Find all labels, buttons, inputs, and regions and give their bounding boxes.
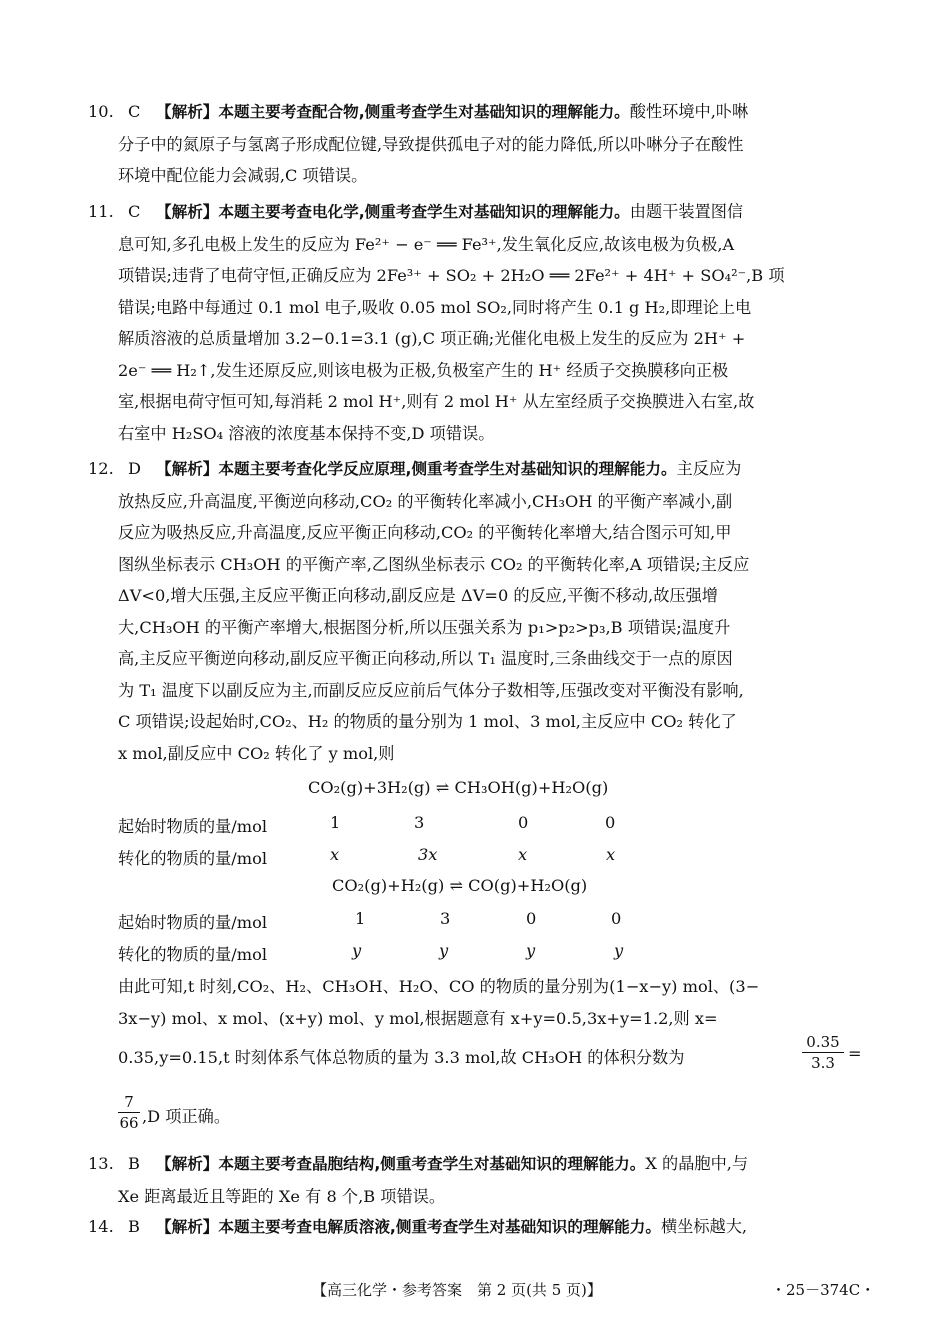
fraction-numerator: 0.35: [806, 1033, 840, 1051]
body-text: 酸性环境中,卟啉: [629, 102, 749, 121]
q13-line-1: [88, 1148, 860, 1181]
body-text: 室,根据电荷守恒可知,每消耗 2 mol H⁺,则有 2 mol H⁺ 从左室经质子交换膜进入右室,故: [118, 392, 755, 411]
body-text: 3x−y) mol、x mol、(x+y) mol、y mol,根据题意有 x+y=0.5,3x+y=1.2,则 x=: [118, 1009, 718, 1028]
fraction-bar: [118, 1112, 140, 1113]
table-cell: x: [518, 845, 528, 864]
row-label-start: 起始时物质的量/mol: [118, 913, 268, 932]
table-cell: y: [439, 941, 449, 960]
question-14: [88, 1211, 860, 1244]
document-code: ・25－374C・: [771, 1281, 876, 1299]
q11-line-1: [88, 196, 860, 229]
table-cell: 0: [605, 813, 616, 832]
body-text: 项错误;违背了电荷守恒,正确反应为 2Fe³⁺ + SO₂ + 2H₂O ══ 2Fe²⁺ + 4H⁺ + SO₄²⁻,B 项: [118, 266, 785, 285]
lead-sentence: 本题主要考查电化学,侧重考查学生对基础知识的理解能力。: [218, 203, 630, 221]
table-cell: 0: [518, 813, 529, 832]
table-cell: 0: [611, 909, 622, 928]
table-cell: y: [526, 941, 536, 960]
row-label-start: 起始时物质的量/mol: [118, 817, 268, 836]
body-text: x mol,副反应中 CO₂ 转化了 y mol,则: [118, 743, 395, 763]
answer-letter: B: [128, 1217, 140, 1236]
q14-line-1: [88, 1211, 860, 1244]
question-number: 13.: [88, 1154, 114, 1173]
equals-sign: =: [848, 1044, 862, 1063]
body-text: ΔV<0,增大压强,主反应平衡正向移动,副反应是 ΔV=0 的反应,平衡不移动,故压强增: [118, 586, 718, 605]
body-text: 图纵坐标表示 CH₃OH 的平衡产率,乙图纵坐标表示 CO₂ 的平衡转化率,A 项错误;主反应: [118, 554, 750, 574]
reaction-equation-side: CO₂(g)+H₂(g) ⇌ CO(g)+H₂O(g): [332, 876, 588, 895]
row-label-change: 转化的物质的量/mol: [118, 945, 268, 964]
analysis-tag: 【解析】: [156, 460, 219, 478]
lead-sentence: 本题主要考查晶胞结构,侧重考查学生对基础知识的理解能力。: [218, 1155, 646, 1173]
answer-letter: C: [128, 102, 141, 121]
body-text: 放热反应,升高温度,平衡逆向移动,CO₂ 的平衡转化率减小,CH₃OH 的平衡产率减小,副: [118, 491, 733, 511]
body-text: ,D 项正确。: [142, 1107, 231, 1126]
analysis-tag: 【解析】: [156, 103, 219, 121]
analysis-tag: 【解析】: [156, 203, 219, 221]
question-number: 11.: [88, 202, 114, 221]
fraction-denominator: 3.3: [811, 1054, 835, 1072]
question-10: [88, 96, 860, 192]
fraction-bar: [802, 1052, 844, 1053]
body-text: 大,CH₃OH 的平衡产率增大,根据图分析,所以压强关系为 p₁>p₂>p₃,B 项错误;温度升: [118, 617, 731, 637]
body-text: 解质溶液的总质量增加 3.2−0.1=3.1 (g),C 项正确;光催化电极上发生的反应为 2H⁺ +: [118, 329, 746, 348]
table-cell: 3: [440, 909, 451, 928]
question-11: [88, 196, 860, 449]
table-cell: y: [352, 941, 362, 960]
body-text: 分子中的氮原子与氢离子形成配位键,导致提供孤电子对的能力降低,所以卟啉分子在酸性: [118, 134, 744, 154]
fraction-0.35-over-3.3: [802, 1033, 844, 1072]
answer-letter: D: [128, 459, 141, 478]
q12-line-1: [88, 453, 860, 486]
fraction-denominator: 66: [119, 1114, 139, 1132]
table-cell: x: [606, 845, 616, 864]
table-cell: y: [614, 941, 624, 960]
body-text: 为 T₁ 温度下以副反应为主,而副反应反应前后气体分子数相等,压强改变对平衡没有影响,: [118, 680, 744, 700]
lead-sentence: 本题主要考查化学反应原理,侧重考查学生对基础知识的理解能力。: [218, 460, 677, 478]
table-cell: 0: [526, 909, 537, 928]
table-cell: 3: [414, 813, 425, 832]
body-text: 横坐标越大,: [660, 1217, 748, 1236]
answer-letter: B: [128, 1154, 140, 1173]
body-text: X 的晶胞中,与: [645, 1154, 749, 1173]
analysis-tag: 【解析】: [156, 1218, 219, 1236]
analysis-tag: 【解析】: [156, 1155, 219, 1173]
body-text: 反应为吸热反应,升高温度,反应平衡正向移动,CO₂ 的平衡转化率增大,结合图示可知,甲: [118, 523, 732, 542]
body-text: C 项错误;设起始时,CO₂、H₂ 的物质的量分别为 1 mol、3 mol,主反应中 CO₂ 转化了: [118, 712, 737, 731]
row-label-change: 转化的物质的量/mol: [118, 849, 268, 868]
fraction-numerator: 7: [124, 1093, 134, 1111]
table-cell: 3x: [418, 845, 438, 864]
body-text: 错误;电路中每通过 0.1 mol 电子,吸收 0.05 mol SO₂,同时将产生 0.1 g H₂,即理论上电: [118, 297, 752, 317]
body-text: 息可知,多孔电极上发生的反应为 Fe²⁺ − e⁻ ══ Fe³⁺,发生氧化反应,故该电极为负极,A: [118, 234, 735, 254]
lead-sentence: 本题主要考查配合物,侧重考查学生对基础知识的理解能力。: [218, 103, 630, 121]
question-12: [88, 453, 860, 769]
table-cell: x: [330, 845, 340, 864]
body-text: 右室中 H₂SO₄ 溶液的浓度基本保持不变,D 项错误。: [118, 423, 495, 443]
body-text: 主反应为: [676, 459, 742, 478]
body-text: 高,主反应平衡逆向移动,副反应平衡正向移动,所以 T₁ 温度时,三条曲线交于一点的原因: [118, 649, 733, 668]
question-number: 12.: [88, 459, 114, 478]
question-number: 14.: [88, 1217, 114, 1236]
body-text: Xe 距离最近且等距的 Xe 有 8 个,B 项错误。: [118, 1186, 446, 1206]
answer-letter: C: [128, 202, 141, 221]
q10-line-1: [88, 96, 860, 129]
body-text: 2e⁻ ══ H₂↑,发生还原反应,则该电极为正极,负极室产生的 H⁺ 经质子交换膜移向正极: [118, 360, 729, 380]
question-13: [88, 1148, 860, 1212]
question-number: 10.: [88, 102, 114, 121]
table-cell: 1: [355, 909, 366, 928]
page-footer: 【高三化学・参考答案 第 2 页(共 5 页)】: [312, 1281, 602, 1299]
reaction-equation-main: CO₂(g)+3H₂(g) ⇌ CH₃OH(g)+H₂O(g): [308, 778, 609, 797]
body-text: 0.35,y=0.15,t 时刻体系气体总物质的量为 3.3 mol,故 CH₃OH 的体积分数为: [118, 1048, 685, 1067]
body-text: 由题干装置图信: [629, 202, 744, 221]
lead-sentence: 本题主要考查电解质溶液,侧重考查学生对基础知识的理解能力。: [218, 1218, 661, 1236]
body-text: 环境中配位能力会减弱,C 项错误。: [118, 166, 368, 185]
fraction-7-over-66: [118, 1093, 140, 1132]
table-cell: 1: [330, 813, 341, 832]
body-text: 由此可知,t 时刻,CO₂、H₂、CH₃OH、H₂O、CO 的物质的量分别为(1−x−y) mol、(3−: [118, 977, 760, 996]
